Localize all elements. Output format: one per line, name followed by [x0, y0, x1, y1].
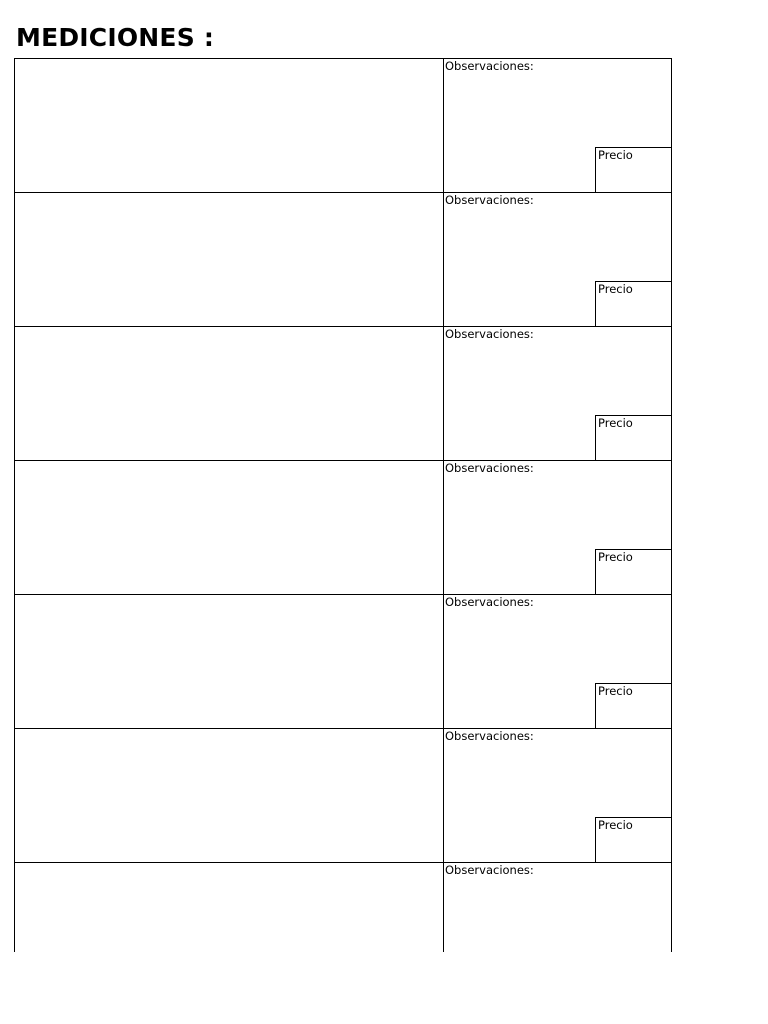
price-box[interactable]: [595, 817, 672, 863]
observations-label: Observaciones:: [445, 863, 534, 877]
observations-cell[interactable]: [443, 595, 672, 728]
price-label: Precio: [598, 148, 633, 162]
price-label: Precio: [598, 684, 633, 698]
measurement-area[interactable]: [15, 863, 443, 952]
observations-cell[interactable]: [443, 863, 672, 952]
observations-label: Observaciones:: [445, 327, 534, 341]
observations-cell[interactable]: [443, 193, 672, 326]
price-label: Precio: [598, 282, 633, 296]
measurement-row: [14, 594, 672, 729]
observations-cell[interactable]: [443, 729, 672, 862]
measurement-area[interactable]: [15, 193, 443, 326]
measurement-area[interactable]: [15, 327, 443, 460]
price-box[interactable]: [595, 683, 672, 729]
observations-label: Observaciones:: [445, 461, 534, 475]
measurement-area[interactable]: [15, 461, 443, 594]
observations-label: Observaciones:: [445, 729, 534, 743]
page-title: MEDICIONES :: [16, 23, 215, 52]
measurement-row: [14, 862, 672, 952]
price-box[interactable]: [595, 415, 672, 461]
price-box[interactable]: [595, 281, 672, 327]
price-box[interactable]: [595, 147, 672, 193]
observations-label: Observaciones:: [445, 193, 534, 207]
price-label: Precio: [598, 550, 633, 564]
measurement-row: [14, 326, 672, 461]
measurements-sheet: [14, 58, 672, 952]
price-box[interactable]: [595, 549, 672, 595]
observations-label: Observaciones:: [445, 59, 534, 73]
measurement-area[interactable]: [15, 595, 443, 728]
measurement-row: [14, 460, 672, 595]
observations-cell[interactable]: [443, 461, 672, 594]
price-label: Precio: [598, 416, 633, 430]
price-label: Precio: [598, 818, 633, 832]
measurement-row: [14, 192, 672, 327]
observations-cell[interactable]: [443, 327, 672, 460]
measurement-row: [14, 728, 672, 863]
observations-cell[interactable]: [443, 59, 672, 192]
observations-label: Observaciones:: [445, 595, 534, 609]
measurement-row: [14, 58, 672, 193]
measurement-area[interactable]: [15, 59, 443, 192]
measurement-area[interactable]: [15, 729, 443, 862]
